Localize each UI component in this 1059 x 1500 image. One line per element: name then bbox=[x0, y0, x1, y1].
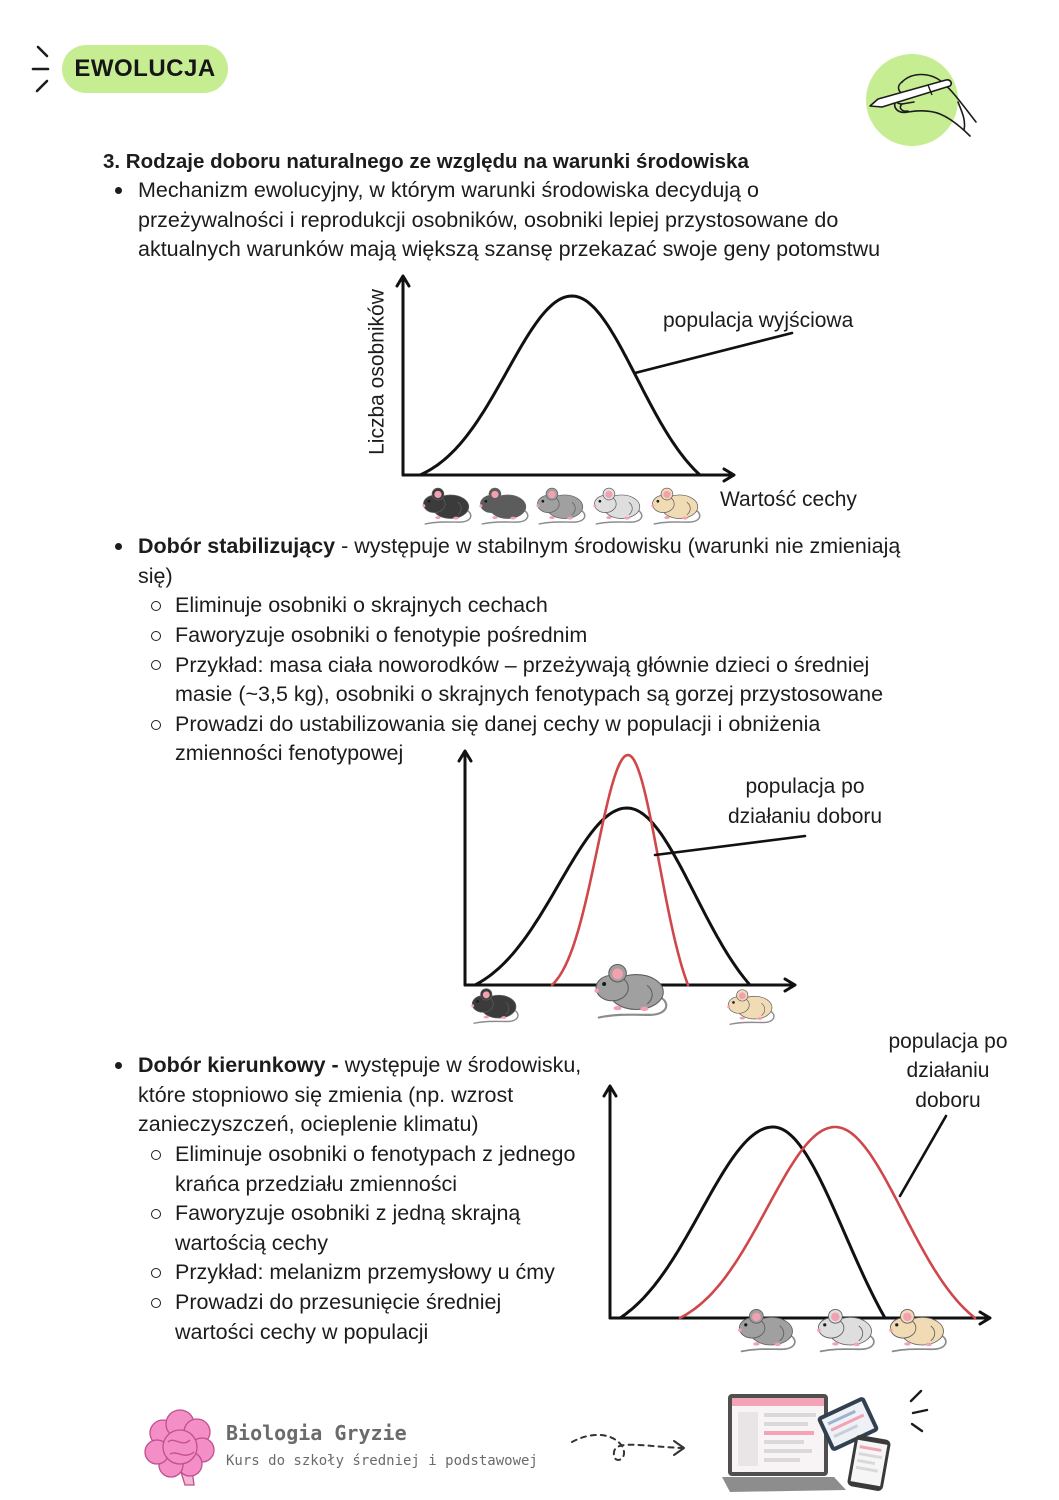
section-heading: 3. Rodzaje doboru naturalnego ze względu na warunki środowiska bbox=[103, 150, 749, 174]
initial-curve-label: populacja wyjściowa bbox=[663, 309, 854, 332]
list-item-text: Przykład: melanizm przemysłowy u ćmy bbox=[175, 1260, 555, 1285]
mouse-icon bbox=[817, 1309, 874, 1351]
list-item bbox=[175, 710, 900, 769]
curve-label-line: doboru bbox=[915, 1088, 981, 1112]
directional-description-line bbox=[138, 1051, 581, 1081]
directional-title: Dobór kierunkowy - bbox=[138, 1053, 339, 1078]
selected-population-curve bbox=[552, 755, 688, 985]
directional-description-line: które stopniowo się zmienia (np. wzrost bbox=[138, 1082, 514, 1107]
list-item-text: Faworyzuje osobniki z jedną skrajną bbox=[175, 1201, 521, 1226]
list-item bbox=[175, 591, 900, 621]
list-item-text: Eliminuje osobniki o fenotypach z jednego bbox=[175, 1141, 576, 1166]
list-item bbox=[175, 621, 900, 651]
list-item bbox=[175, 1288, 581, 1347]
directional-selection-item bbox=[138, 1051, 581, 1347]
list-item-text: wartości cechy w populacji bbox=[175, 1319, 429, 1344]
bullet-circle-icon bbox=[151, 1268, 161, 1278]
list-item-text: Prowadzi do ustabilizowania się danej cechy w populacji i obniżenia bbox=[175, 711, 821, 736]
mouse-icon bbox=[651, 488, 699, 524]
curve-label-pointer bbox=[635, 333, 792, 373]
mouse-icon bbox=[479, 488, 527, 524]
diagram-directional bbox=[604, 1086, 990, 1351]
list-item-text: wartością cechy bbox=[175, 1230, 328, 1255]
curve-label-line: populacja po bbox=[888, 1030, 1008, 1053]
selected-population-curve bbox=[680, 1127, 975, 1318]
intro-list-item bbox=[138, 176, 880, 265]
list-item-text: Przykład: masa ciała noworodków – przeżywają głównie dzieci o średniej bbox=[175, 652, 870, 677]
directional-curve-label bbox=[868, 1027, 1028, 1115]
list-item bbox=[175, 1199, 581, 1258]
curve-label-line: działaniu doboru bbox=[727, 804, 883, 828]
intro-line: aktualnych warunków mają większą szansę przekazać swoje geny potomstwu bbox=[138, 237, 881, 262]
curve-label-line: populacja po bbox=[745, 775, 865, 798]
brand-name: Biologia Gryzie bbox=[226, 1421, 407, 1445]
stabilizing-description-line: się) bbox=[138, 563, 173, 588]
x-axis-label: Wartość cechy bbox=[720, 488, 857, 511]
sparkle-icon bbox=[911, 1391, 927, 1431]
sparkle-icon bbox=[33, 47, 48, 91]
stabilizing-title: Dobór stabilizujący bbox=[138, 534, 336, 559]
devices-icon bbox=[722, 1394, 891, 1492]
bullet-circle-icon bbox=[151, 660, 161, 670]
list-item-text: Eliminuje osobniki o skrajnych cechach bbox=[175, 593, 548, 618]
y-axis bbox=[459, 751, 471, 985]
y-axis-label: Liczba osobników bbox=[365, 289, 389, 455]
list-item bbox=[175, 1258, 581, 1288]
y-axis bbox=[397, 276, 409, 475]
curve-label-line: działaniu bbox=[906, 1059, 990, 1083]
hand-writing-icon bbox=[866, 54, 976, 146]
brand-tagline: Kurs do szkoły średniej i podstawowej bbox=[226, 1453, 538, 1469]
list-item bbox=[175, 1140, 581, 1199]
bullet-circle-icon bbox=[151, 1209, 161, 1219]
mouse-icon bbox=[889, 1309, 946, 1351]
stabilizing-curve-label bbox=[705, 772, 905, 831]
intro-line: przeżywalności i reprodukcji osobników, osobniki lepiej przystosowane do bbox=[138, 207, 839, 232]
list-item-text: krańca przedziału zmienności bbox=[175, 1171, 458, 1196]
topic-badge: EWOLUCJA bbox=[62, 45, 228, 93]
bullet-circle-icon bbox=[151, 1150, 161, 1160]
mouse-icon bbox=[727, 990, 774, 1025]
list-item bbox=[175, 651, 900, 710]
list-item-text: masie (~3,5 kg), osobniki o skrajnych fenotypach są gorzej przystosowane bbox=[175, 682, 884, 707]
stabilizing-description-line bbox=[138, 532, 900, 562]
initial-population-curve bbox=[475, 808, 750, 985]
bullet-circle-icon bbox=[151, 1298, 161, 1308]
initial-population-curve bbox=[420, 296, 700, 475]
directional-description-line: zanieczyszczeń, ocieplenie klimatu) bbox=[138, 1112, 479, 1137]
mouse-icon bbox=[738, 1309, 795, 1351]
intro-line: Mechanizm ewolucyjny, w którym warunki środowiska decydują o bbox=[138, 178, 759, 203]
bullet-circle-icon bbox=[151, 631, 161, 641]
bullet-circle-icon bbox=[151, 720, 161, 730]
mouse-icon bbox=[471, 989, 518, 1024]
mouse-icon bbox=[594, 964, 666, 1017]
mouse-icon bbox=[593, 488, 641, 524]
initial-population-curve bbox=[620, 1127, 885, 1318]
arrow-icon bbox=[572, 1435, 684, 1460]
brain-icon bbox=[145, 1410, 214, 1485]
stabilizing-selection-item bbox=[138, 532, 900, 769]
stabilizing-description: - występuje w stabilnym środowisku (warunki nie zmieniają bbox=[341, 534, 901, 559]
list-item-text: Prowadzi do przesunięcie średniej bbox=[175, 1289, 502, 1314]
directional-description: występuje w środowisku, bbox=[344, 1053, 582, 1078]
bullet-circle-icon bbox=[151, 601, 161, 611]
y-axis bbox=[604, 1086, 616, 1318]
curve-label-pointer bbox=[900, 1116, 946, 1196]
list-item-text: zmienności fenotypowej bbox=[175, 741, 404, 766]
x-axis bbox=[403, 469, 734, 481]
mouse-icon bbox=[422, 488, 470, 524]
list-item-text: Faworyzuje osobniki o fenotypie pośrednim bbox=[175, 622, 588, 647]
curve-label-pointer bbox=[655, 836, 805, 855]
mouse-icon bbox=[536, 488, 584, 524]
